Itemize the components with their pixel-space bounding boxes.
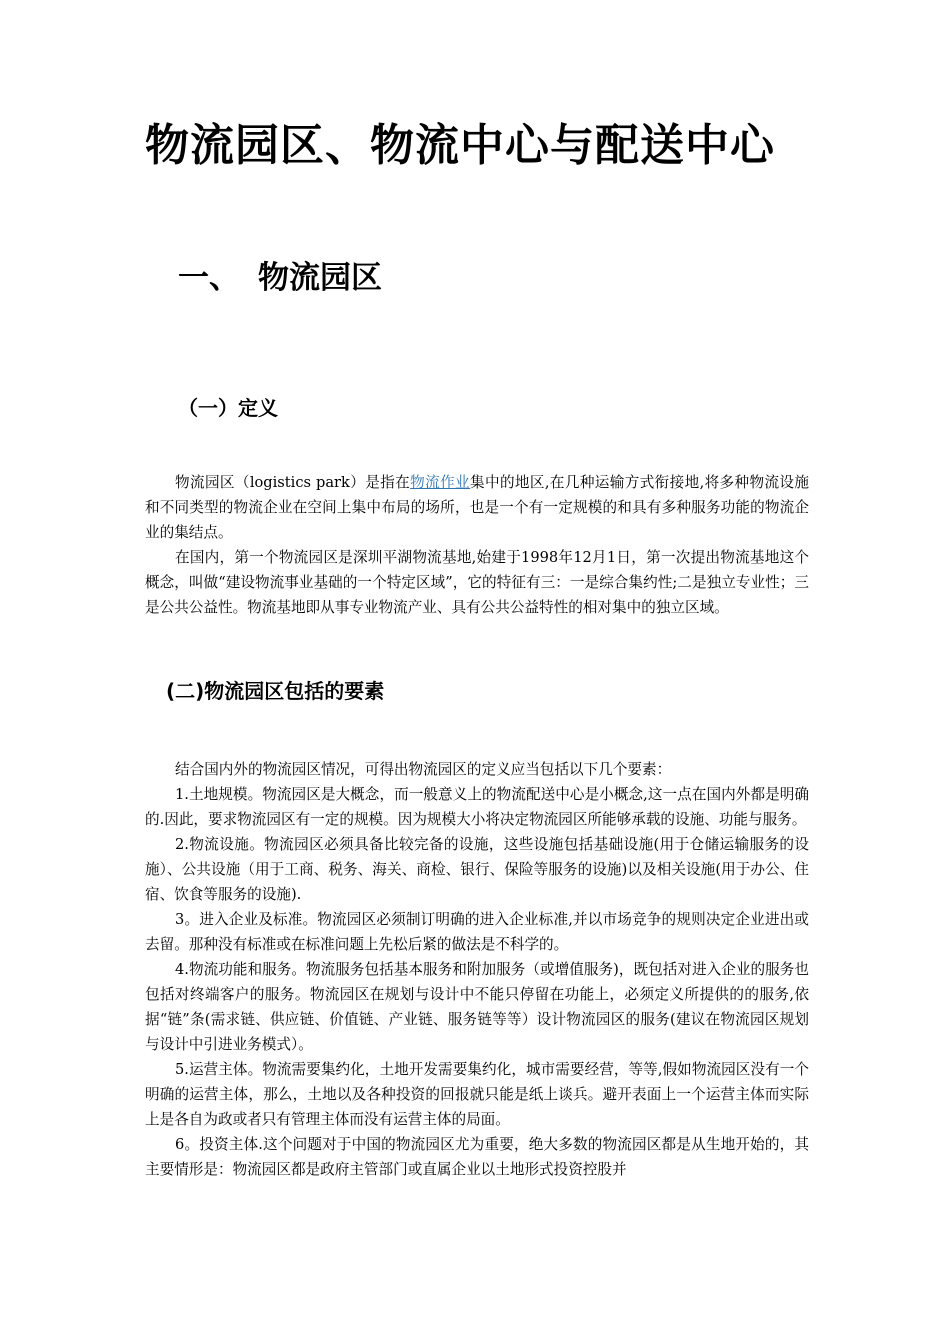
definition-text (145, 470, 809, 620)
paragraph: 3。进入企业及标准。物流园区必须制订明确的进入企业标准,并以市场竞争的规则决定企业进出或去留。那种没有标准或在标准问题上先松后紧的做法是不科学的。 (145, 911, 809, 953)
paragraph: 2.物流设施。物流园区必须具备比较完备的设施，这些设施包括基础设施(用于仓储运输服务的设施）、公共设施（用于工商、税务、海关、商检、银行、保险等服务的设施)以及相关设施(用于办公、住宿、饮食等服务的设施). (145, 836, 809, 903)
paragraph: 在国内，第一个物流园区是深圳平湖物流基地,始建于1998年12月1日，第一次提出物流基地这个概念，叫做“建设物流事业基础的一个特定区域”，它的特征有三：一是综合集约性;二是独立专业性；三是公共公益性。物流基地即从事专业物流产业、具有公共公益特性的相对集中的独立区域。 (145, 549, 809, 616)
section-heading-logistics-park (178, 258, 382, 298)
paragraph-text: 物流园区（logistics park）是指在 (175, 474, 411, 491)
paragraph: 1.土地规模。物流园区是大概念，而一般意义上的物流配送中心是小概念,这一点在国内外都是明确的.因此，要求物流园区有一定的规模。因为规模大小将决定物流园区所能够承载的设施、功能与服务。 (145, 786, 809, 828)
logistics-operation-link[interactable]: 物流作业 (410, 474, 471, 491)
subheading-definition: （一）定义 (178, 396, 278, 420)
section-number: 一、 (178, 260, 240, 296)
paragraph: 结合国内外的物流园区情况，可得出物流园区的定义应当包括以下几个要素： (175, 761, 672, 778)
elements-text (145, 757, 809, 1182)
subheading-elements: (二)物流园区包括的要素 (166, 679, 385, 703)
paragraph-text: 集中的地区,在几种运输方式衔接地,将多种物流设施和不同类型的物流企业在空间上集中布局的场所，也是一个有一定规模的和具有多种服务功能的物流企业的集结点。 (145, 474, 809, 541)
paragraph: 6。投资主体.这个问题对于中国的物流园区尤为重要，绝大多数的物流园区都是从生地开始的，其主要情形是：物流园区都是政府主管部门或直属企业以土地形式投资控股并 (145, 1136, 809, 1178)
paragraph (145, 470, 809, 545)
paragraph: 5.运营主体。物流需要集约化，土地开发需要集约化，城市需要经营，等等,假如物流园区没有一个明确的运营主体，那么，土地以及各种投资的回报就只能是纸上谈兵。避开表面上一个运营主体而实际上是各自为政或者只有管理主体而没有运营主体的局面。 (145, 1061, 809, 1128)
section-title: 物流园区 (258, 260, 382, 296)
document-title: 物流园区、物流中心与配送中心 (145, 120, 775, 171)
paragraph: 4.物流功能和服务。物流服务包括基本服务和附加服务（或增值服务)，既包括对进入企业的服务也包括对终端客户的服务。物流园区在规划与设计中不能只停留在功能上，必须定义所提供的的服务,依据“链”条(需求链、供应链、价值链、产业链、服务链等等）设计物流园区的服务(建议在物流园区规划与设计中引进业务模式）。 (145, 961, 809, 1053)
